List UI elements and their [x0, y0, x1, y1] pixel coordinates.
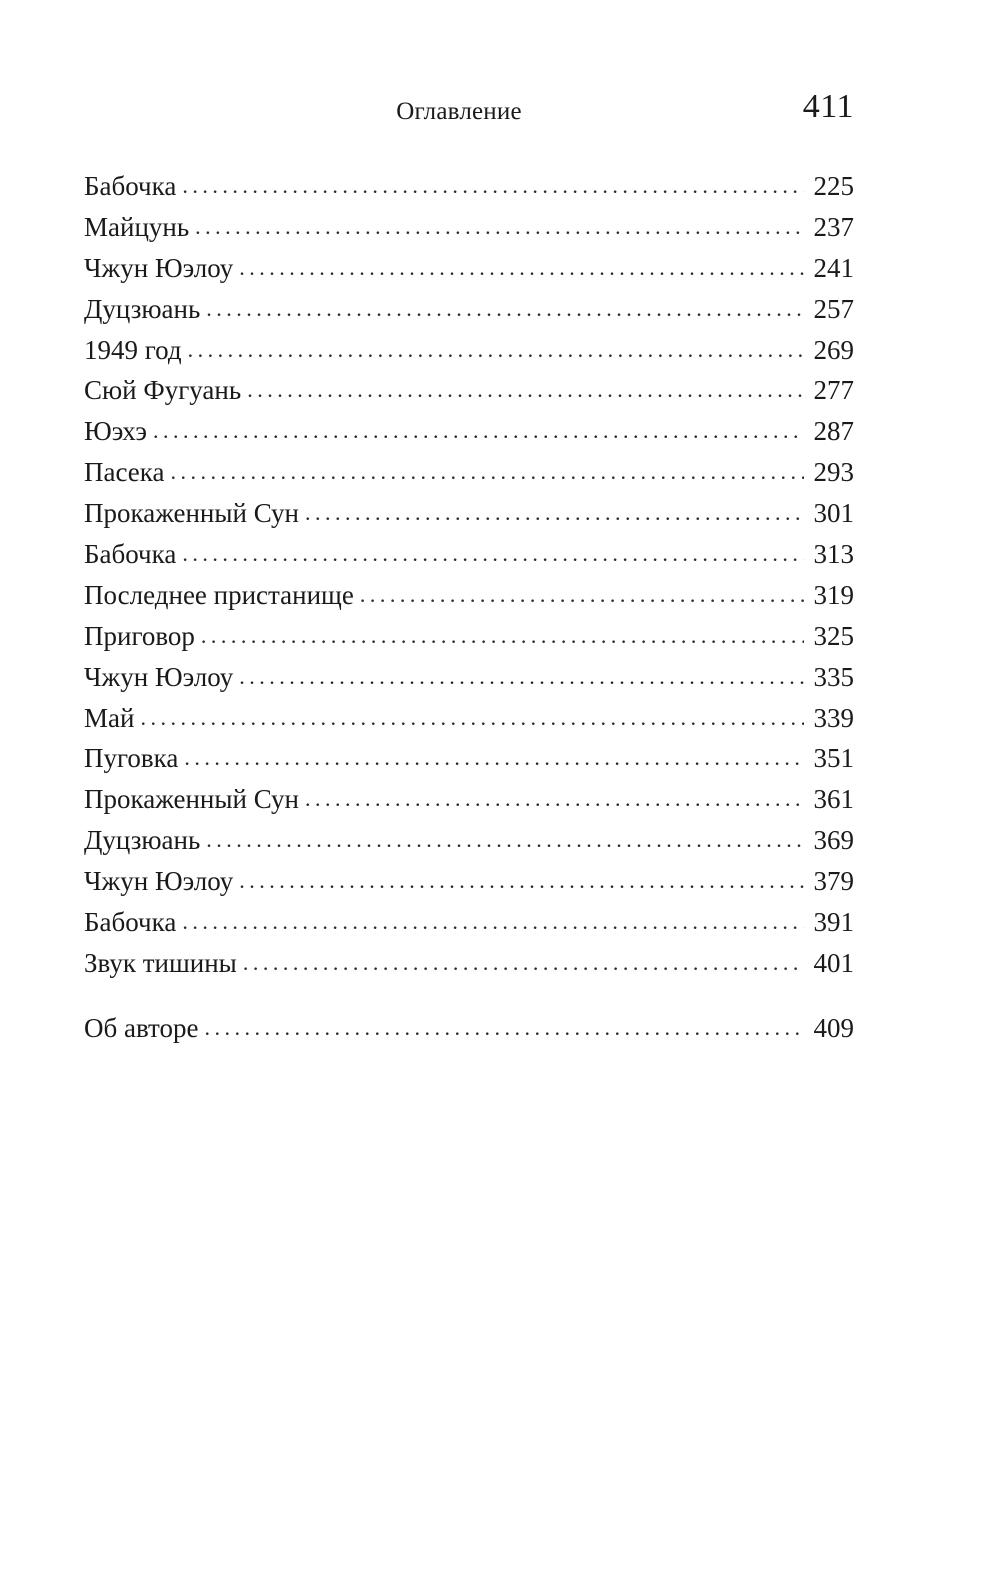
toc-entry	[84, 207, 854, 248]
toc-entry-title: Чжун Юэлоу	[84, 866, 234, 897]
toc-entry	[84, 738, 854, 779]
dot-leader	[184, 738, 804, 779]
toc-entry-title: Последнее пристанище	[84, 579, 354, 610]
dot-leader	[305, 493, 804, 534]
dot-leader	[305, 779, 804, 820]
toc-entry-page: 287	[813, 416, 854, 447]
toc-entry	[84, 248, 854, 289]
toc-entry	[84, 411, 854, 452]
toc-entry-page: 401	[813, 947, 854, 978]
dot-leader	[188, 330, 804, 371]
dot-leader	[195, 207, 804, 248]
toc-entry-page: 325	[813, 620, 854, 651]
table-of-contents	[84, 166, 854, 1049]
toc-entry-title: Пуговка	[84, 743, 179, 774]
toc-entry	[84, 534, 854, 575]
running-title: Оглавление	[396, 98, 522, 125]
dot-leader	[243, 943, 804, 984]
dot-leader	[247, 370, 804, 411]
toc-entry-title: Приговор	[84, 620, 195, 651]
toc-entry-page: 257	[813, 293, 854, 324]
toc-entry-title: Майцунь	[84, 211, 190, 242]
toc-entry-page: 351	[813, 743, 854, 774]
toc-entry	[84, 616, 854, 657]
toc-entry	[84, 902, 854, 943]
toc-entry-page: 369	[813, 825, 854, 856]
toc-entry-title: Чжун Юэлоу	[84, 661, 234, 692]
toc-entry-title: Прокаженный Сун	[84, 784, 299, 815]
toc-entry-title: Бабочка	[84, 171, 177, 201]
toc-entry-page: 319	[813, 579, 854, 610]
toc-entry-page: 409	[813, 1012, 854, 1043]
toc-entry-page: 277	[813, 375, 854, 406]
toc-entry	[84, 861, 854, 902]
toc-entry-page: 361	[813, 784, 854, 815]
toc-entry-title: Об авторе	[84, 1012, 199, 1043]
toc-entry-title: 1949 год	[84, 334, 182, 365]
toc-entry	[84, 698, 854, 739]
toc-entry-title: Бабочка	[84, 907, 177, 938]
toc-entry-title: Сюй Фугуань	[84, 375, 242, 406]
toc-entry-title: Дуцзюань	[84, 825, 201, 856]
toc-entry-about-author	[84, 1008, 854, 1049]
toc-entry-title: Пасека	[84, 457, 165, 488]
dot-leader	[360, 575, 804, 616]
dot-leader	[170, 452, 804, 493]
toc-entry	[84, 289, 854, 330]
toc-entry-title: Дуцзюань	[84, 293, 201, 324]
toc-entry-title: Звук тишины	[84, 947, 237, 978]
toc-entry-page: 339	[813, 702, 854, 733]
toc-entry	[84, 166, 854, 207]
dot-leader	[140, 698, 804, 739]
toc-entry	[84, 575, 854, 616]
dot-leader	[182, 902, 804, 943]
dot-leader	[239, 861, 804, 902]
toc-entry-title: Прокаженный Сун	[84, 498, 299, 529]
toc-entry-title: Май	[84, 702, 135, 733]
toc-entry	[84, 493, 854, 534]
toc-entry-page: 335	[813, 661, 854, 692]
toc-entry-page: 269	[813, 334, 854, 365]
toc-entry	[84, 330, 854, 371]
toc-entry-page: 313	[813, 539, 854, 570]
toc-entry-page: 225	[813, 171, 854, 201]
dot-leader	[206, 289, 804, 330]
toc-entry	[84, 820, 854, 861]
dot-leader	[239, 657, 804, 698]
toc-entry	[84, 943, 854, 984]
toc-entry-title: Чжун Юэлоу	[84, 252, 234, 283]
dot-leader	[182, 534, 804, 575]
toc-entry-page: 241	[813, 252, 854, 283]
dot-leader	[204, 1008, 804, 1049]
toc-entry-page: 301	[813, 498, 854, 529]
dot-leader	[239, 248, 804, 289]
toc-entry	[84, 657, 854, 698]
toc-entry-page: 293	[813, 457, 854, 488]
running-head	[84, 88, 854, 138]
toc-entry-page: 379	[813, 866, 854, 897]
dot-leader	[182, 166, 804, 207]
toc-entry	[84, 779, 854, 820]
toc-entry-page: 391	[813, 907, 854, 938]
toc-entry-title: Юэхэ	[84, 416, 148, 447]
dot-leader	[201, 616, 804, 657]
dot-leader	[206, 820, 804, 861]
page-number: 411	[802, 88, 854, 125]
toc-entry	[84, 370, 854, 411]
toc-entry-title: Бабочка	[84, 539, 177, 570]
toc-entry	[84, 452, 854, 493]
dot-leader	[153, 411, 804, 452]
toc-entry-page: 237	[813, 211, 854, 242]
